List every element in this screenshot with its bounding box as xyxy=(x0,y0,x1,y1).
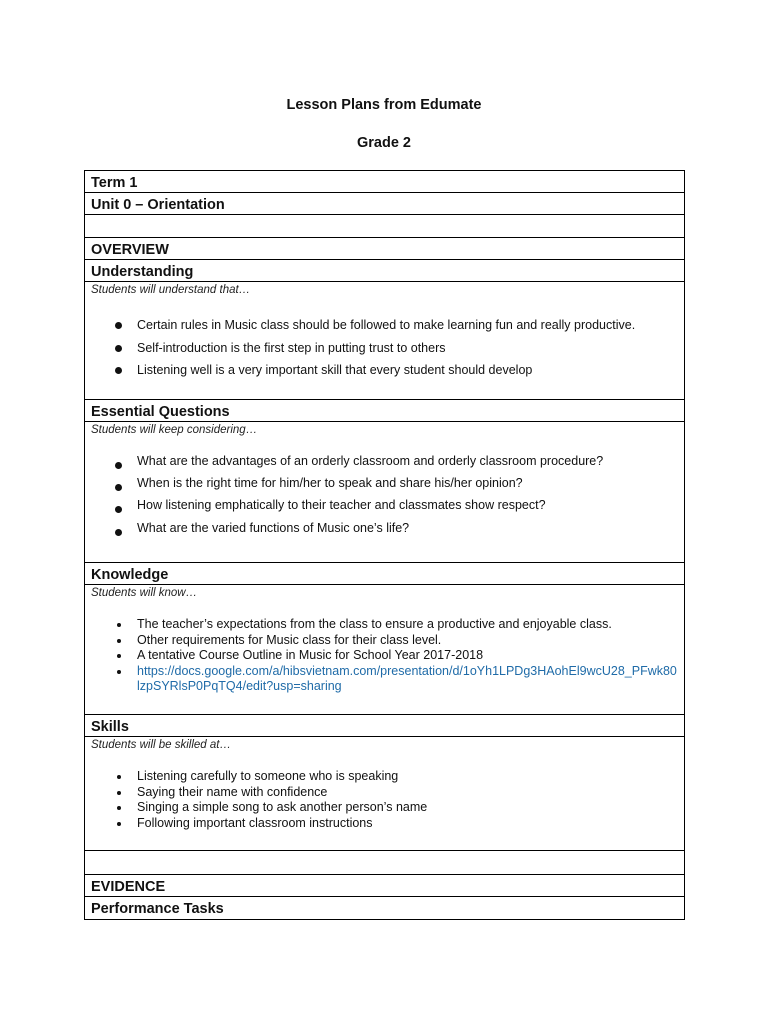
list-item: The teacher’s expectations from the class to ensure a productive and enjoyable class. xyxy=(85,617,684,633)
essential-questions-heading: Essential Questions xyxy=(85,400,684,422)
essential-questions-section xyxy=(85,422,684,563)
list-item: What are the varied functions of Music one’s life? xyxy=(85,521,684,543)
skills-intro: Students will be skilled at… xyxy=(91,739,231,751)
term-row: Term 1 xyxy=(85,171,684,193)
course-outline-link[interactable]: https://docs.google.com/a/hibsvietnam.com/presentation/d/1oYh1LPDg3HAohEl9wcU28_PFwk80lzpSYRlsP0PqTQ4/edit?usp=sharing xyxy=(137,663,677,693)
evidence-row: EVIDENCE xyxy=(85,875,684,897)
understanding-intro: Students will understand that… xyxy=(91,284,251,296)
list-item: Following important classroom instructions xyxy=(85,816,684,832)
list-item: Saying their name with confidence xyxy=(85,785,684,801)
list-item: How listening emphatically to their teacher and classmates show respect? xyxy=(85,498,684,521)
unit-row: Unit 0 – Orientation xyxy=(85,193,684,215)
skills-list xyxy=(85,769,684,831)
knowledge-list xyxy=(85,617,684,695)
lesson-plan-table xyxy=(84,170,685,920)
list-item: When is the right time for him/her to speak and share his/her opinion? xyxy=(85,476,684,498)
blank-row xyxy=(85,215,684,238)
list-item: A tentative Course Outline in Music for School Year 2017-2018 xyxy=(85,648,684,664)
document-title: Lesson Plans from Edumate xyxy=(286,97,482,113)
skills-section xyxy=(85,737,684,851)
knowledge-heading: Knowledge xyxy=(85,563,684,585)
grade-heading: Grade 2 xyxy=(357,135,411,151)
understanding-list xyxy=(85,318,684,385)
understanding-heading: Understanding xyxy=(85,260,684,282)
blank-row xyxy=(85,851,684,875)
list-item: What are the advantages of an orderly classroom and orderly classroom procedure? xyxy=(85,454,684,476)
understanding-section xyxy=(85,282,684,400)
list-item xyxy=(85,664,684,695)
list-item: Listening carefully to someone who is speaking xyxy=(85,769,684,785)
list-item: Other requirements for Music class for their class level. xyxy=(85,633,684,649)
essential-list xyxy=(85,454,684,543)
list-item: Listening well is a very important skill that every student should develop xyxy=(85,363,684,385)
knowledge-section xyxy=(85,585,684,715)
overview-row: OVERVIEW xyxy=(85,238,684,260)
essential-intro: Students will keep considering… xyxy=(91,424,258,436)
list-item: Singing a simple song to ask another person’s name xyxy=(85,800,684,816)
knowledge-intro: Students will know… xyxy=(91,587,198,599)
skills-heading: Skills xyxy=(85,715,684,737)
list-item: Certain rules in Music class should be followed to make learning fun and really productive. xyxy=(85,318,684,341)
list-item: Self-introduction is the first step in putting trust to others xyxy=(85,341,684,363)
performance-tasks-row: Performance Tasks xyxy=(91,901,224,917)
